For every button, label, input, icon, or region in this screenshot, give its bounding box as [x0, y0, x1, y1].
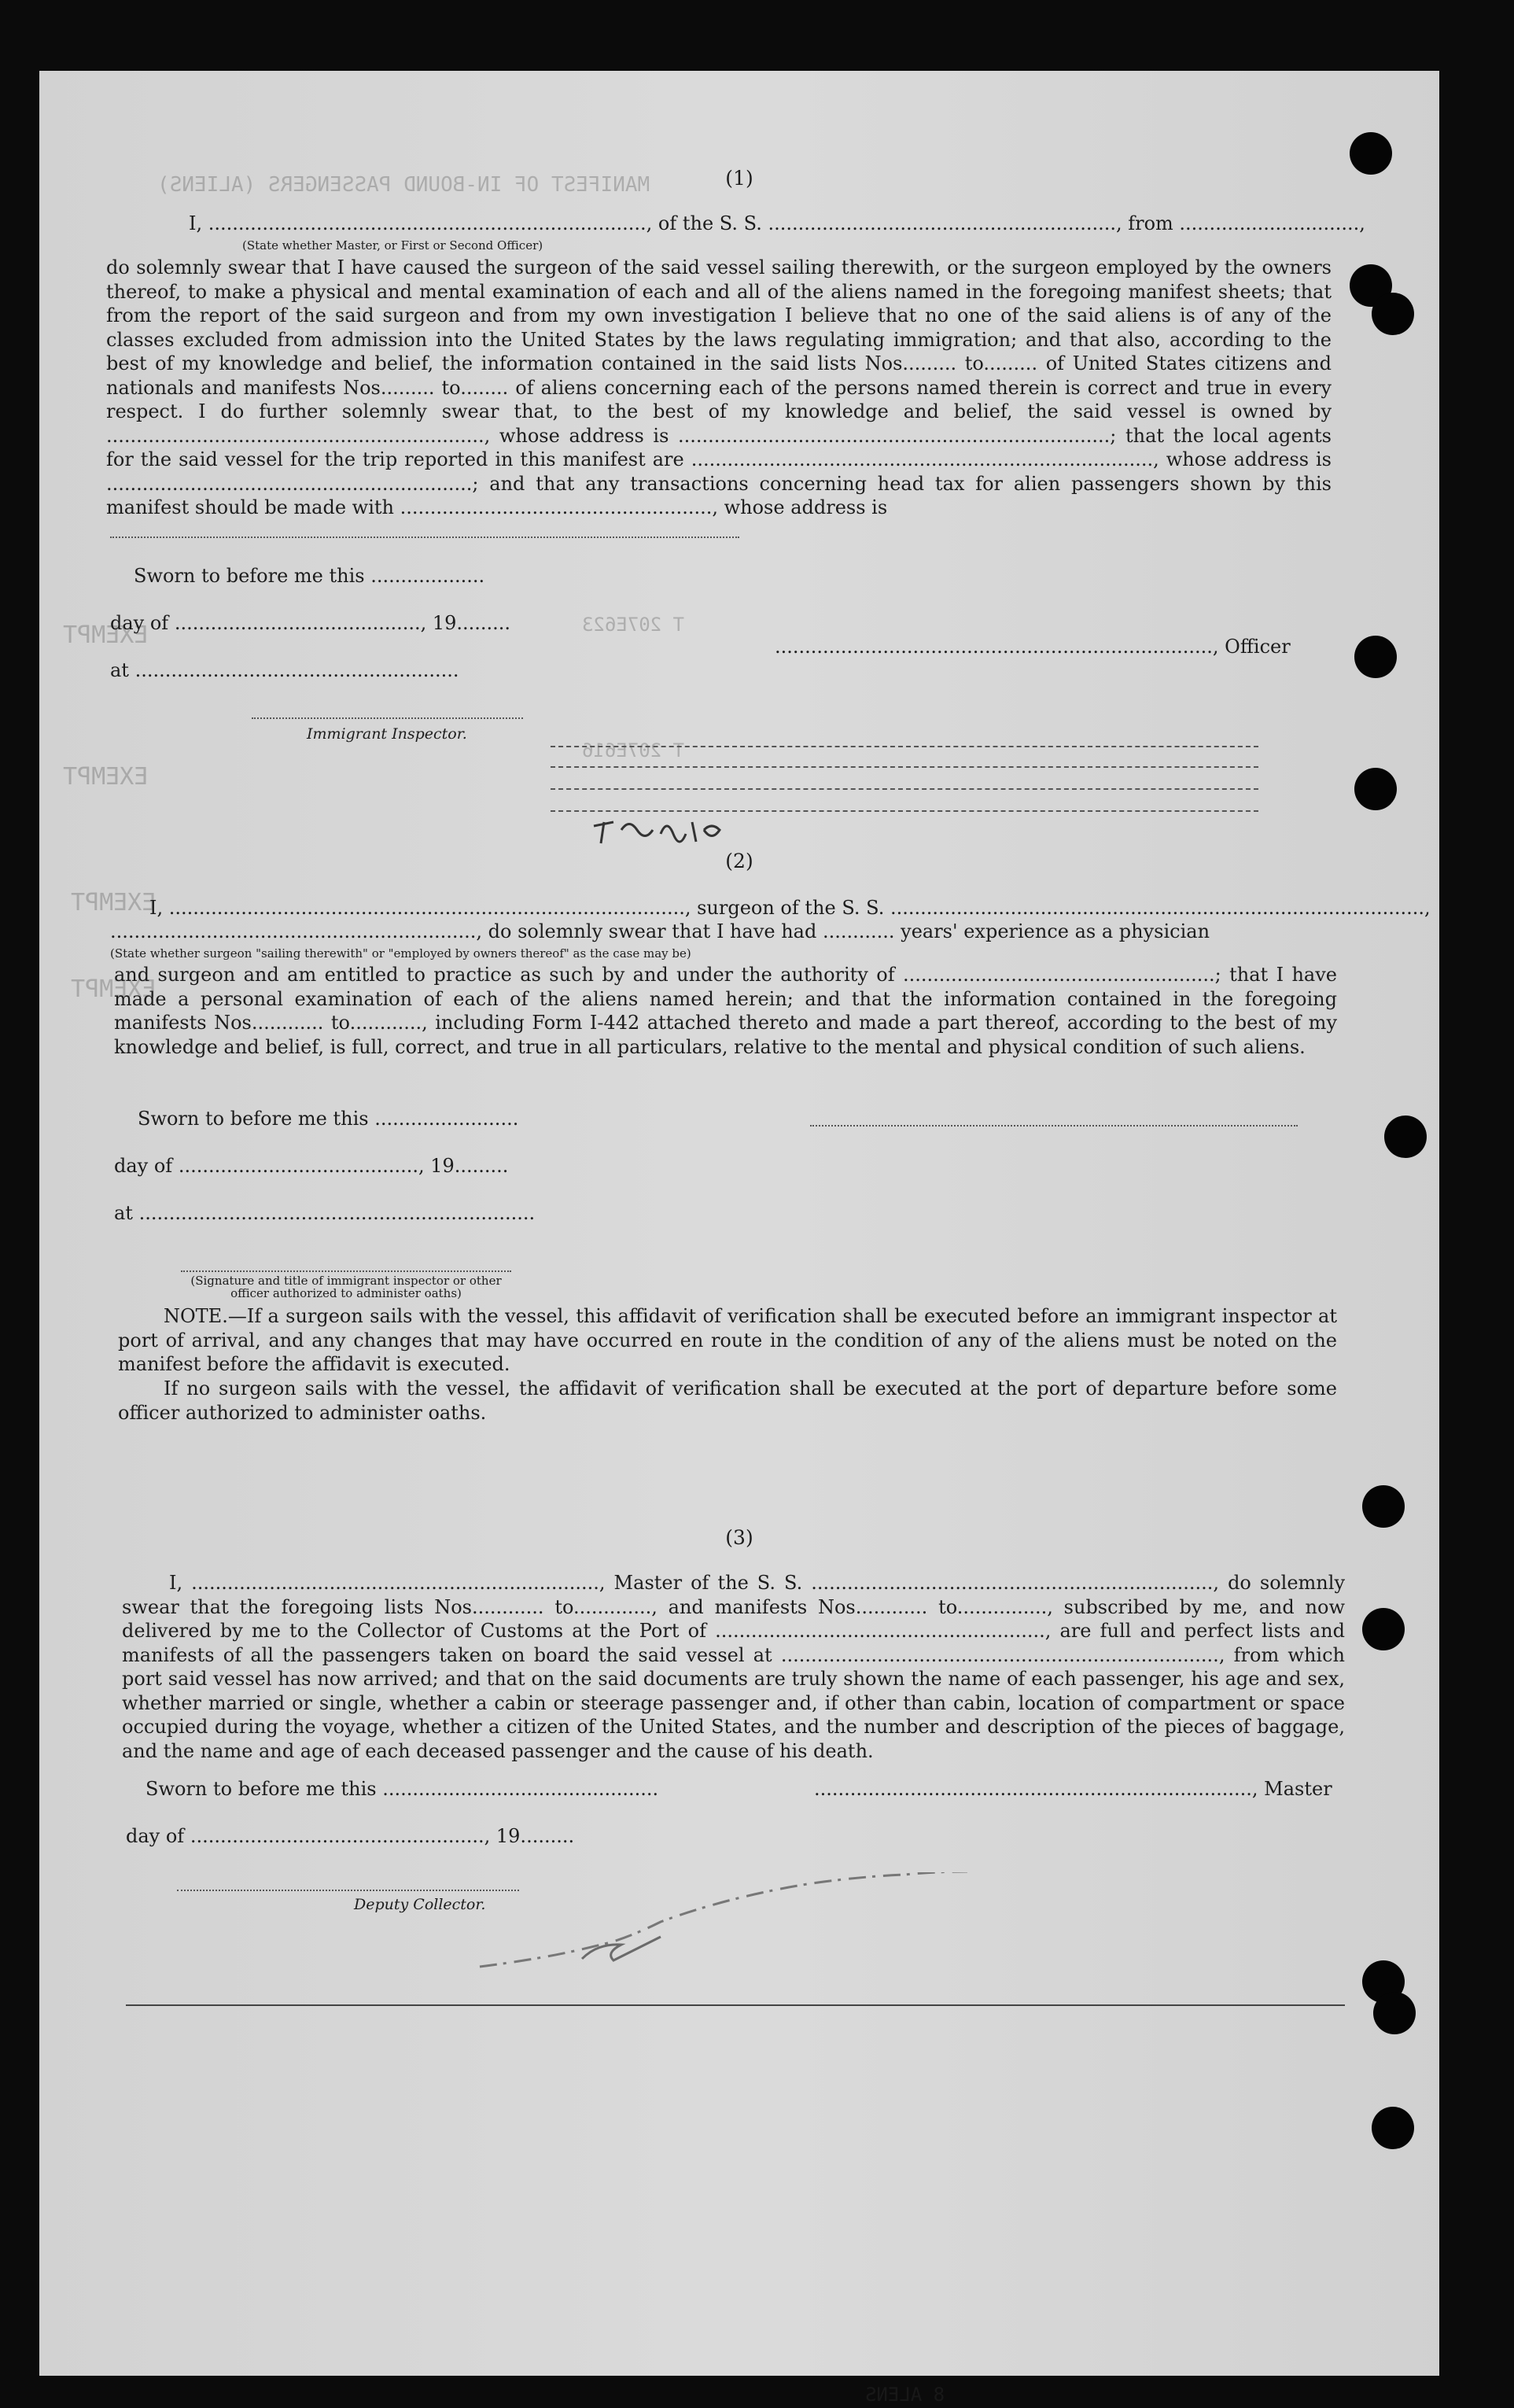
bleed-through-text: EXEMPT [71, 975, 157, 1003]
master-signature-line: ........................................................................., Master [814, 1778, 1332, 1800]
binder-hole [1354, 768, 1397, 810]
day-of-line-3: day of ................................................., 19......... [126, 1825, 575, 1847]
officer-signature-line: ........................................................................., Officer [775, 636, 1291, 658]
pencil-signature-scribble [472, 1872, 1038, 1982]
master-oath-line: I, ........................................................................., of the S. S. .........................................................., from .............................., [189, 212, 1365, 234]
surgeon-oath-line: I, ......................................................................................, surgeon of the S. S. ........................................................................................., [149, 897, 1431, 919]
surgeon-experience-line: ............................................................., do solemnly swear that I have had ............ years' experience as a physician [110, 920, 1210, 942]
inspector-signature-line [252, 717, 523, 719]
master-oath-paragraph: do solemnly swear that I have caused the surgeon of the said vessel sailing therewith, or the surgeon employed by the owners thereof, to make a physical and mental examination of each and all of the aliens named in the foregoing manifest sheets; that from the report of the said surgeon and from my own investigation I believe that no one of the said aliens is of any of the classes excluded from admission into the United States by the laws regulating immigration; and that also, according to the best of my knowledge and belief, the information contained in the said lists Nos......... to......... of United States citizens and nationals and manifests Nos......... to........ of aliens concerning each of the persons named therein is correct and true in every respect. I do further solemnly swear that, to the best of my knowledge and belief, the said vessel is owned by ..............................................................., whose address is ........................................................................; that the local agents for the said vessel for the trip reported in this manifest are ............................................................................., whose address is .............................................................; and that any transactions concerning head tax for alien passengers shown by this manifest should be made with ...................................................., whose address is [106, 256, 1332, 518]
at-line-2: at .................................................................. [114, 1202, 536, 1224]
bleed-through-text: T 207E616 [582, 739, 685, 761]
collector-signature-line [177, 1890, 519, 1891]
day-of-line: day of ........................................., 19......... [110, 612, 511, 634]
authorized-signature-caption: (Signature and title of immigrant inspector or other officer authorized to administer oaths) [190, 1274, 502, 1300]
binder-hole [1350, 132, 1392, 175]
section-2-number: (2) [725, 850, 753, 872]
manifest-page [39, 71, 1439, 2406]
deputy-collector-caption: Deputy Collector. [354, 1896, 486, 1913]
surgeon-oath-paragraph: and surgeon and am entitled to practice as such by and under the authority of ....................................................; that I have made a personal examination of each of the aliens named herein; and that the information contained in the foregoing manifests Nos............ to............, including Form I-442 attached thereto and made a part thereof, according to the best of my knowledge and belief, is full, correct, and true in all particulars, relative to the mental and physical condition of such aliens. [114, 964, 1337, 1058]
dashed-divider [551, 788, 1258, 790]
binder-hole [1373, 1992, 1416, 2034]
sworn-before-line-3: Sworn to before me this .............................................. [146, 1778, 659, 1800]
surgeon-signature-line [810, 1125, 1298, 1127]
binder-hole [1362, 1485, 1405, 1528]
surgeon-note-paragraph: NOTE.—If a surgeon sails with the vessel, this affidavit of verification shall be executed before an immigrant inspector at port of arrival, and any changes that may have occurred en route in the condition of any of the aliens must be noted on the manifest before the affidavit is executed. [118, 1305, 1337, 1375]
bleed-through-text: EXEMPT [63, 621, 149, 649]
binder-hole [1384, 1115, 1427, 1158]
address-signature-line [110, 537, 739, 538]
binder-hole [1372, 2107, 1414, 2149]
binder-hole [1372, 293, 1414, 335]
sworn-before-line: Sworn to before me this ................... [134, 565, 485, 587]
section-3-number: (3) [725, 1526, 753, 1549]
bleed-through-text: EXEMPT [63, 763, 149, 791]
bleed-through-text: 8 ALENS [865, 2384, 945, 2406]
section-1-number: (1) [725, 167, 753, 190]
bleed-through-text: EXEMPT [71, 889, 157, 916]
inspector-signature-line-2 [181, 1270, 511, 1272]
collector-oath-paragraph: I, ...................................................................., Master of the S. S. ..................................................................., do solemnly swear that the foregoing lists Nos............ to............., and manifests Nos............ to..............., subscribed by me, and now delivered by me to the Collector of Customs at the Port of ......................................................., are full and perfect lists and manifests of all the passengers taken on board the said vessel at ........................................................................., from which port said vessel has now arrived; and that on the said documents are truly shown the name of each passenger, his age and sex, whether married or single, whether a cabin or steerage passenger and, if other than cabin, location of compartment or space occupied during the voyage, whether a citizen of the United States, and the number and description of the pieces of baggage, and the name and age of each deceased passenger and the cause of his death. [122, 1572, 1345, 1762]
bottom-rule [126, 2004, 1345, 2006]
sworn-before-line-2: Sworn to before me this ........................ [138, 1108, 519, 1130]
immigrant-inspector-caption: Immigrant Inspector. [307, 725, 467, 743]
surgeon-status-caption: (State whether surgeon "sailing therewith" or "employed by owners thereof" as the case may be) [110, 946, 691, 961]
no-surgeon-note-paragraph: If no surgeon sails with the vessel, the affidavit of verification shall be executed at the port of departure before some officer authorized to administer oaths. [118, 1377, 1337, 1424]
officer-rank-caption: (State whether Master, or First or Second Officer) [242, 238, 543, 253]
binder-hole [1354, 636, 1397, 678]
bleed-through-text: MANIFEST OF IN-BOUND PASSENGERS (ALIENS) [157, 173, 650, 197]
at-line: at ...................................................... [110, 659, 459, 681]
handwritten-number-mark [590, 810, 747, 850]
binder-hole [1362, 1608, 1405, 1650]
dashed-divider [551, 746, 1258, 747]
day-of-line-2: day of ........................................, 19......... [114, 1155, 509, 1177]
bleed-through-text: T 207E623 [582, 614, 685, 636]
dashed-divider [551, 766, 1258, 768]
